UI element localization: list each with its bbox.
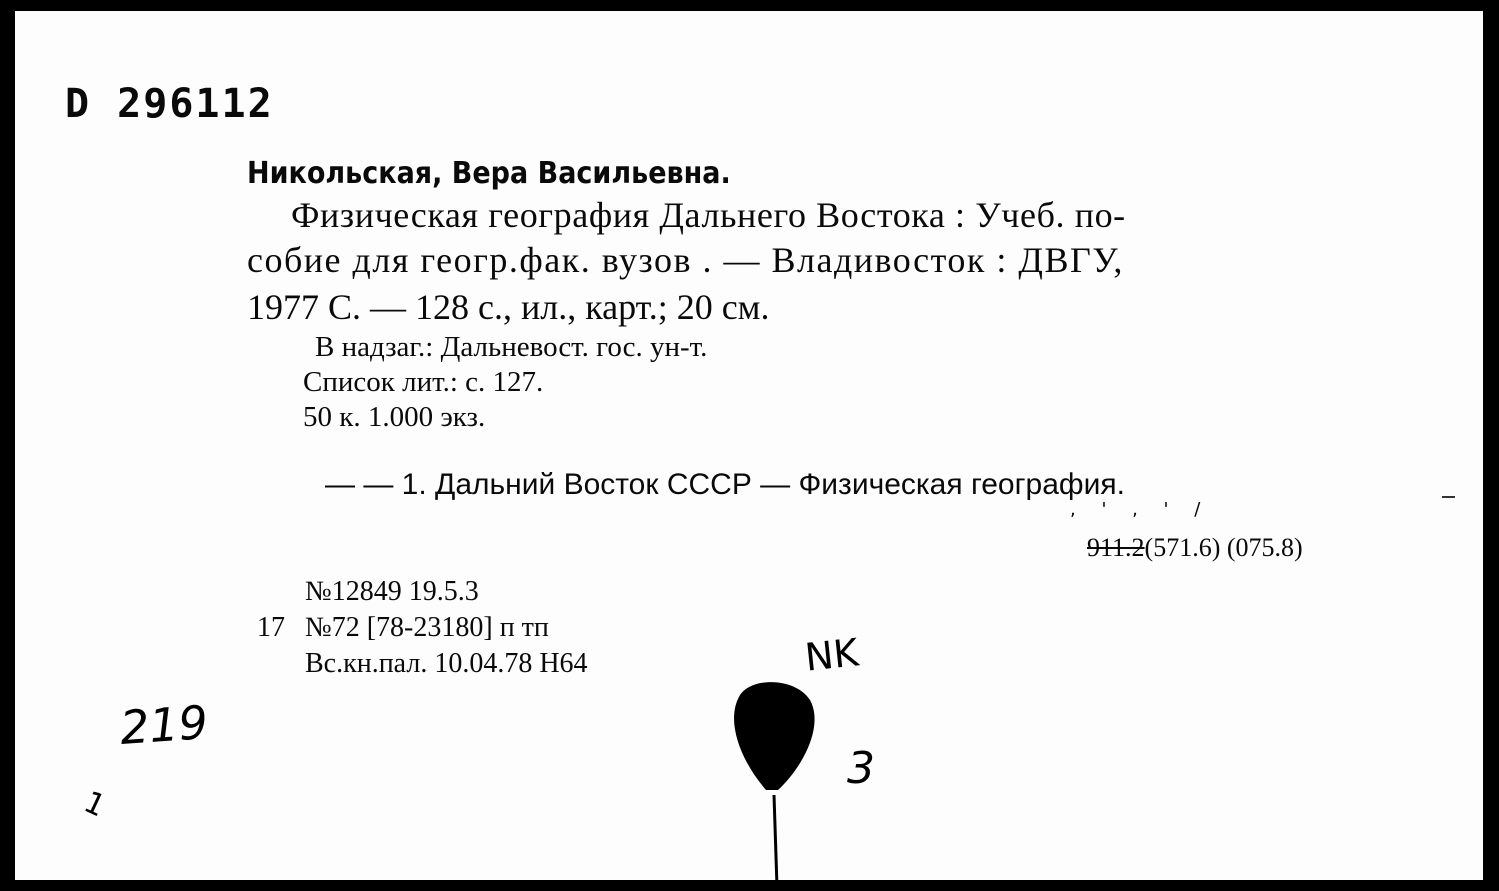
udc-rest: (571.6) (075.8) xyxy=(1144,533,1303,562)
udc-struck: 911.2 xyxy=(1087,533,1145,562)
ink-specks: , ' , ' / xyxy=(1070,499,1211,520)
note-header: В надзаг.: Дальневост. гос. ун-т. xyxy=(315,331,708,363)
description-line-1: Физическая география Дальнего Востока : Учеб. по- xyxy=(291,195,1126,235)
blot-thread xyxy=(774,795,777,887)
handwritten-mark: 1 xyxy=(78,784,111,825)
accession-line-2: №72 [78-23180] п тп xyxy=(305,612,549,643)
accession-line-1: №12849 19.5.3 xyxy=(305,576,479,607)
handwritten-number: 219 xyxy=(118,695,210,755)
handwritten-digit: 3 xyxy=(847,743,875,794)
description-line-2: собие для геогр.фак. вузов . — Владивосток : ДВГУ, xyxy=(247,240,1124,280)
note-bibliography: Список лит.: с. 127. xyxy=(303,366,544,398)
accession-prefix: 17 xyxy=(257,612,285,643)
handwritten-initials: NK xyxy=(802,630,861,680)
description-line-3: 1977 С. — 128 с., ил., карт.; 20 см. xyxy=(247,287,770,327)
ink-blot xyxy=(734,682,815,790)
catalog-number: D 296112 xyxy=(65,81,274,127)
note-price-copies: 50 к. 1.000 экз. xyxy=(303,401,486,433)
subject-heading: — — 1. Дальний Восток СССР — Физическая география. xyxy=(325,468,1125,501)
author-name: Никольская, Вера Васильевна. xyxy=(247,156,731,191)
accession-line-3: Вс.кн.пал. 10.04.78 Н64 xyxy=(305,648,588,679)
